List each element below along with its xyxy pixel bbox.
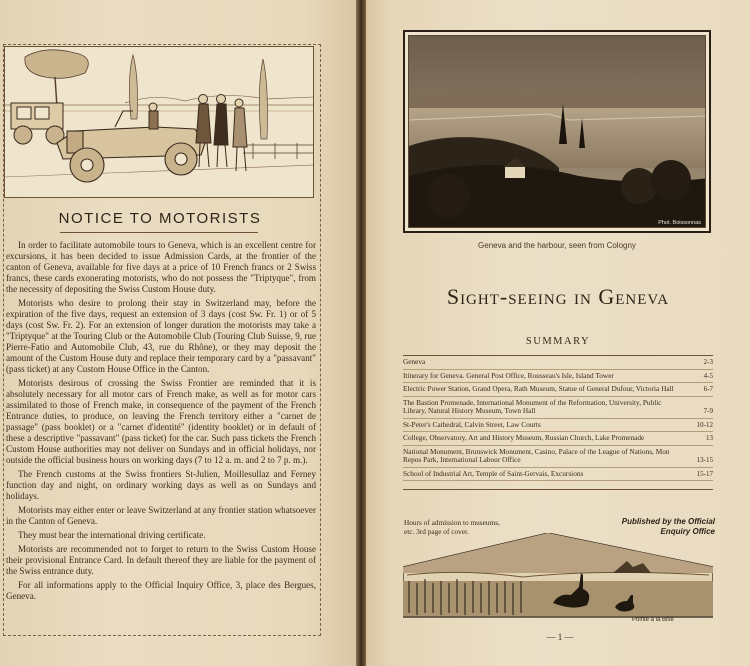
harbour-photo-image xyxy=(409,36,706,228)
toc-page-number: 4-5 xyxy=(703,371,713,380)
toc-entry-text: College, Observatory, Art and History Museum, Russian Church, Lake Promenade xyxy=(403,433,645,442)
toc-row xyxy=(403,419,713,433)
photo-credit: Phot. Boissonnas xyxy=(658,220,701,226)
toc-page-number: 2-3 xyxy=(703,358,713,366)
notice-paragraph: Motorists who desire to prolong their stay in Switzerland may, before the expiration of the five days, request an extension of 3 days (cost Sw. Fr. 1) or of 5 days (cost Sw. Fr. 2). For an extension of longer duration the motorists may take a "Triptyque" at the Touring Club or the Automobile Club (Touring Club Suisse, 9, rue Pierre-Fatio and Automobile Club, 43, rue du Rhône), or they may deposit the amount of the Custom House duty and replace their temporary card by a "passavant" (pass ticket) at any Custom House Office in the Canton. xyxy=(6,298,316,374)
notice-paragraph: They must bear the international driving certificate. xyxy=(18,530,206,540)
toc-divider xyxy=(403,489,713,490)
toc-entry-text: The Bastion Promenade, International Monument of the Reformation, University, Public Library, Natural History Museum, Town Hall xyxy=(403,397,662,415)
toc-page-number: 13 xyxy=(706,434,713,442)
notice-paragraph: For all informations apply to the Official Inquiry Office, 3, place des Bergues, Geneva. xyxy=(6,580,316,601)
book-gutter xyxy=(356,0,366,666)
toc-row xyxy=(403,356,713,370)
pointe-a-la-bise-drawing xyxy=(403,533,713,619)
toc-entry-text: National Monument, Brunswick Monument, Casino, Palace of the League of Nations, Mon Repos Park, International Labour Office xyxy=(403,446,670,464)
geneva-harbour-photo xyxy=(408,35,706,228)
title-underline xyxy=(60,232,258,233)
notice-paragraph: In order to facilitate automobile tours to Geneva, which is an excellent centre for excursions, it has been decided to issue Admission Cards, at the frontier of the canton of Geneva, available for five days at a price of 10 French francs or 2 Swiss francs, these cards exonerating motorists, who do not possess the "Triptyque", from the necessity of depositing the Swiss Custom House duty. xyxy=(6,240,316,294)
notice-paragraph: Motorists may either enter or leave Switzerland at any frontier station whatsoever in the Canton of Geneva. xyxy=(6,505,316,526)
toc-row xyxy=(403,446,713,468)
toc-entry-text: St-Peter's Cathedral, Calvin Street, Law Courts xyxy=(403,419,541,429)
toc-page-number: 15-17 xyxy=(696,469,713,478)
notice-paragraph: Motorists desirous of crossing the Swiss Frontier are reminded that it is absolutely necessary for all motor cars of French make, as well as for motor cars assimilated to those of French make, in consequence of the payment of the French Entrance duties, to produce, on leaving the French territory either a "carnet de passage" (pass booklet) or a "carnet d'identité" (identity booklet) or in default of these a descriptive "passavant" (pass ticket) for the car. Such pass tickets the French Custom House authorities may not deliver on Sundays and in official holidays, nor outside the official business hours on working days (7 to 12 a. m. and 2 to 7 p. m.). xyxy=(6,378,316,465)
toc-entry-text: Itinerary for Geneva. General Post Office, Rousseau's Isle, Island Tower xyxy=(403,370,614,380)
toc-row xyxy=(403,468,713,482)
toc-row xyxy=(403,370,713,384)
lake-swans-illustration xyxy=(403,533,713,619)
toc-entry-text: School of Industrial Art, Temple of Saint-Gervais, Excursions xyxy=(403,468,584,478)
toc-row xyxy=(403,432,713,446)
publisher-note: Published by the Official Enquiry Office xyxy=(621,517,715,536)
toc-row xyxy=(403,397,713,419)
notice-paragraph: Motorists are recommended not to forget to return to the Swiss Custom House their provisional Entrance Card. In default thereof they are liable for the payment of the Swiss entrance duty. xyxy=(6,544,316,576)
toc-page-number: 6-7 xyxy=(703,385,713,393)
page-title: Sight-seeing in Geneva xyxy=(446,284,670,309)
vintage-cars-drawing xyxy=(5,47,314,198)
summary-table xyxy=(403,355,713,490)
notice-title: NOTICE TO MOTORISTS xyxy=(58,210,262,227)
notice-paragraph: The French customs at the Swiss frontiers St-Julien, Moillesullaz and Ferney function day and night, on ordinary working days as well as on Sundays and holidays. xyxy=(6,469,316,501)
geneva-photo-frame xyxy=(403,30,711,233)
toc-entry-text: Geneva xyxy=(403,357,426,366)
toc-page-number: 7-9 xyxy=(703,407,713,415)
summary-heading: SUMMARY xyxy=(525,336,591,347)
toc-entry-text: Electric Power Station, Grand Opera, Rath Museum, Statue of General Dufour, Victoria Hall xyxy=(403,384,674,393)
photo-caption: Geneva and the harbour, seen from Cologny xyxy=(478,241,636,250)
page-number: — 1 — xyxy=(546,632,574,642)
notice-body xyxy=(6,240,316,605)
toc-row xyxy=(403,383,713,397)
toc-page-number: 13-15 xyxy=(696,456,713,464)
toc-page-number: 10-12 xyxy=(696,420,713,429)
hours-note: Hours of admission to museums, etc. 3rd page of cover. xyxy=(404,518,500,536)
illustration-caption: Pointe à la Bise xyxy=(632,617,674,623)
motorists-illustration xyxy=(4,46,314,198)
